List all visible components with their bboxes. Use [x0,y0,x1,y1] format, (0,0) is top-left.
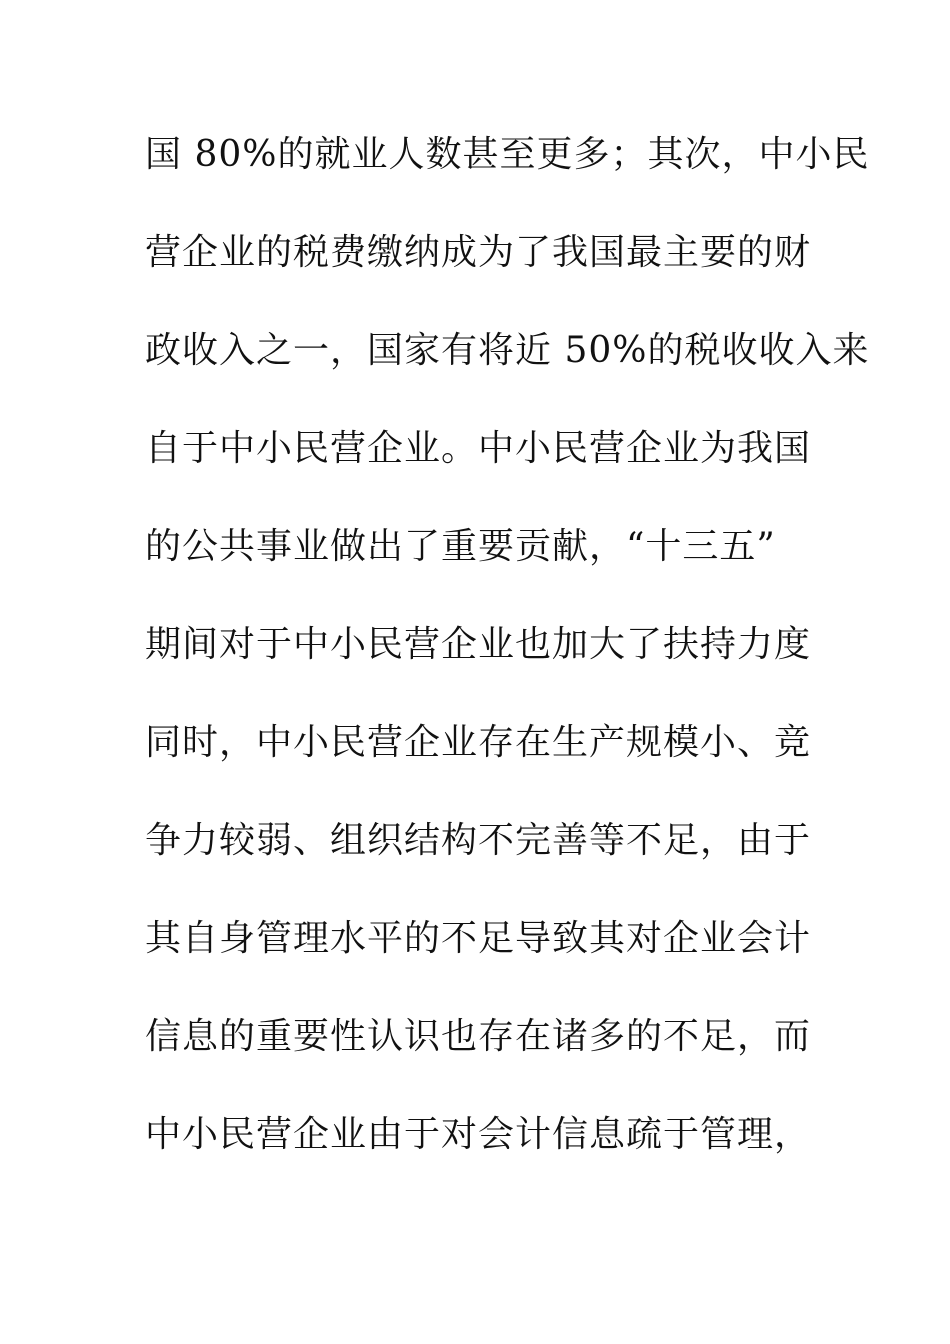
text-line: 国 80%的就业人数甚至更多；其次，中小民 [145,134,870,175]
text-line: 的公共事业做出了重要贡献，“十三五” [145,526,776,567]
text-line: 其自身管理水平的不足导致其对企业会计 [145,918,812,959]
text-line: 同时，中小民营企业存在生产规模小、竞 [145,722,812,763]
text-line: 争力较弱、组织结构不完善等不足，由于 [145,820,812,861]
text-line: 中小民营企业由于对会计信息疏于管理， [145,1114,812,1155]
text-line: 期间对于中小民营企业也加大了扶持力度 [145,624,812,665]
body-text [145,118,870,1196]
text-line: 自于中小民营企业。中小民营企业为我国 [145,428,812,469]
text-line: 信息的重要性认识也存在诸多的不足，而 [145,1016,812,1057]
text-line: 营企业的税费缴纳成为了我国最主要的财 [145,232,812,273]
text-line: 政收入之一，国家有将近 50%的税收收入来 [145,330,870,371]
